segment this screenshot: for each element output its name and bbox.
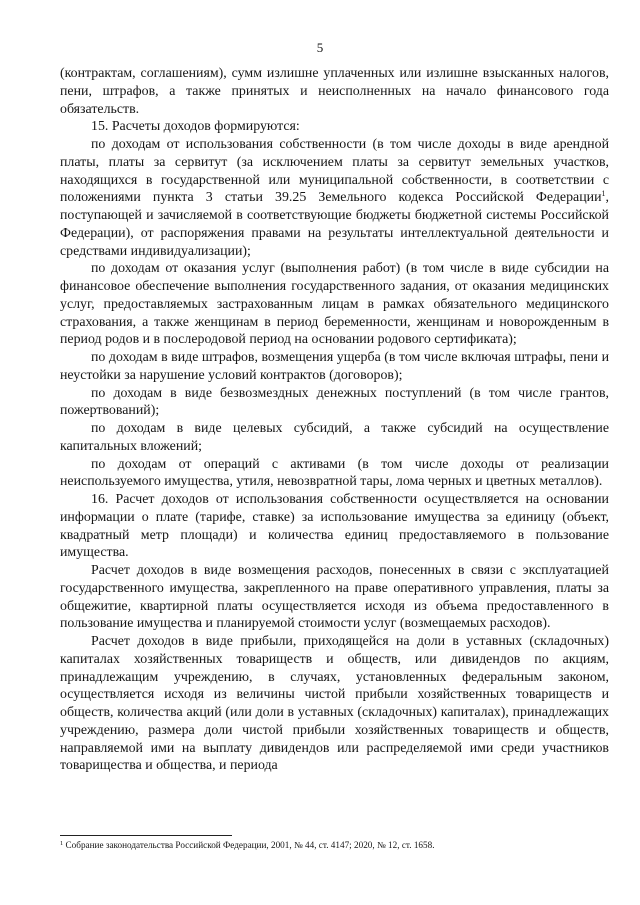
paragraph-6: по доходам в виде безвозмездных денежных поступлений (в том числе грантов, пожертвований); [60,385,609,419]
paragraph-3 [60,136,609,260]
paragraph-10: Расчет доходов в виде возмещения расходов, понесенных в связи с эксплуатацией государственного имущества, закрепленного на праве оперативного управления, платы за общежитие, квартирной платы осуществляется исходя из объема предоставленного в пользование имущества и планируемой стоимости услуг (возмещаемых расходов). [60,563,609,632]
footnote-reference: 1 [601,189,606,199]
footnote [60,839,609,851]
footnote-text: Собрание законодательства Российской Федерации, 2001, № 44, ст. 4147; 2020, № 12, ст. 1658. [63,840,435,850]
paragraph-5: по доходам в виде штрафов, возмещения ущерба (в том числе включая штрафы, пени и неустойки за нарушение условий контрактов (договоров); [60,350,609,383]
footnote-divider [60,835,232,836]
document-body [60,65,609,775]
page-number: 5 [316,40,324,55]
paragraph-7: по доходам в виде целевых субсидий, а также субсидий на осуществление капитальных вложений; [60,421,609,454]
paragraph-1: (контрактам, соглашениям), сумм излишне уплаченных или излишне взысканных налогов, пени, штрафов, а также принятых и неисполненных на начало финансового года обязательств. [60,66,609,117]
paragraph-3-part-1: по доходам от использования собственности (в том числе доходы в виде арендной платы, платы за сервитут (за исключением платы за сервитут земельных участков, находящихся в государственной или муниципальной собственности, в соответствии с положениями пункта 3 статьи 39.25 Земельного кодекса Российской Федерации [60,137,609,206]
paragraph-2: 15. Расчеты доходов формируются: [91,119,300,135]
paragraph-3-part-2: , поступающей и зачисляемой в соответствующие бюджеты бюджетной системы Российской Федерации), от распоряжения правами на результаты интеллектуальной деятельности и средствами индивидуализации); [60,190,609,259]
paragraph-8: по доходам от операций с активами (в том числе доходы от реализации неиспользуемого имущества, утиля, невозвратной тары, лома черных и цветных металлов). [60,456,609,490]
paragraph-4: по доходам от оказания услуг (выполнения работ) (в том числе в виде субсидии на финансовое обеспечение выполнения государственного задания, от оказания медицинских услуг, предоставляемых застрахованным лицам в рамках обязательного медицинского страхования, а также женщинам в период беременности, женщинам и новорожденным в период родов и в послеродовой период на основании родового сертификата); [60,261,609,348]
paragraph-9: 16. Расчет доходов от использования собственности осуществляется на основании информации о плате (тарифе, ставке) за использование имущества за единицу (объект, квадратный метр площади) и количества единиц предоставляемого в пользование имущества. [60,492,609,561]
footnote-marker: 1 [60,840,64,847]
paragraph-11: Расчет доходов в виде прибыли, приходящейся на доли в уставных (складочных) капиталах хозяйственных товариществ и обществ, или дивидендов по акциям, принадлежащим учреждению, в случаях, установленных федеральным законом, осуществляется исходя из величины чистой прибыли хозяйственных товариществ и обществ, количества акций (или доли в уставных (складочных) капиталах), принадлежащих учреждению, размера доли чистой прибыли хозяйственных товариществ и обществ, направляемой ими на выплату дивидендов или распределяемой ими среди участников товарищества и общества, и периода [60,634,609,774]
